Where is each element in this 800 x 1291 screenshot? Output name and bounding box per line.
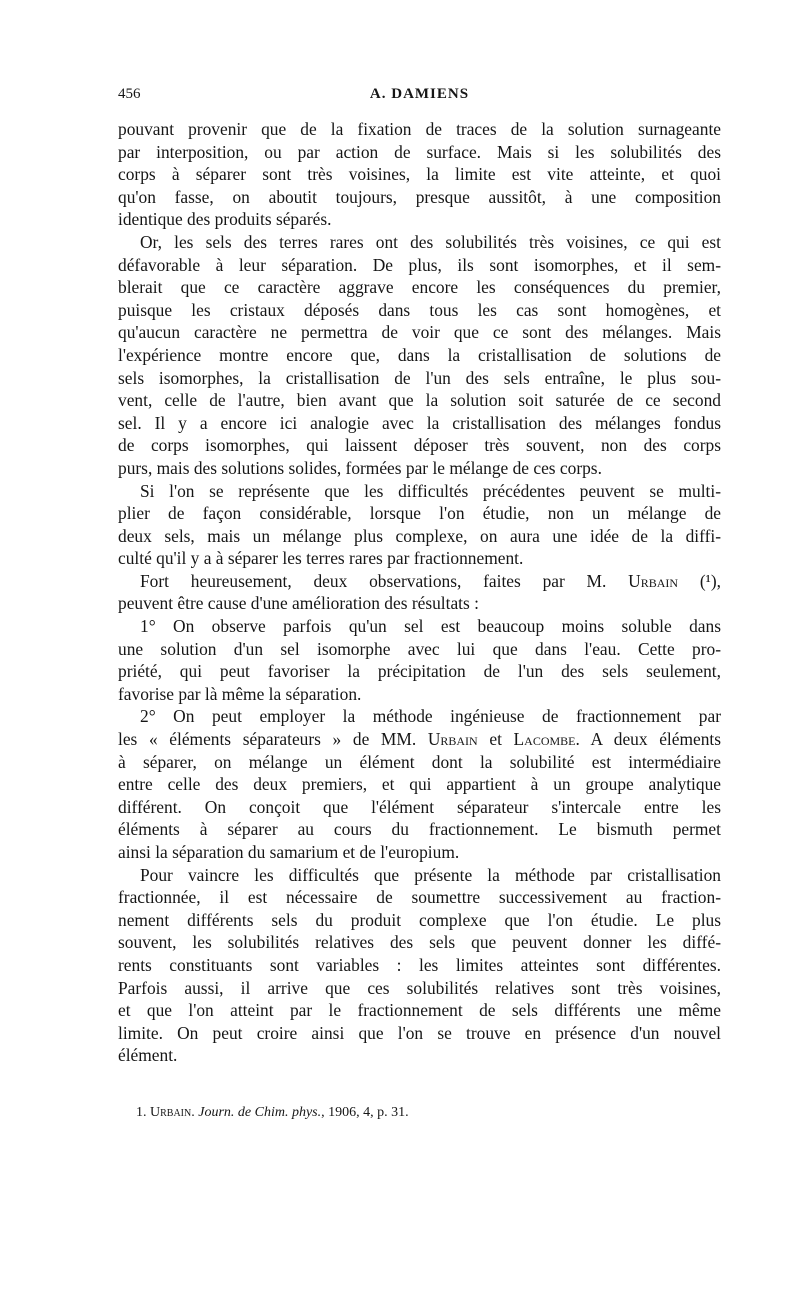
footnote-journal: Journ. de Chim. phys. (198, 1105, 322, 1120)
text-line: plier de façon considérable, lorsque l'on étudie, non un mélange de (118, 503, 721, 524)
small-caps-name: Urbain (628, 570, 679, 591)
small-caps-name: Lacombe (513, 729, 576, 750)
text-line: Or, les sels des terres rares ont des solubilités très voisines, ce qui est (140, 231, 721, 252)
footnote-number: 1. (136, 1105, 147, 1120)
running-title: A. DAMIENS (369, 86, 470, 102)
text-line: vent, celle de l'autre, bien avant que la solution soit saturée de ce second (118, 390, 721, 411)
text-line: sel. Il y a encore ici analogie avec la cristallisation des mélanges fondus (118, 412, 721, 433)
text-line: fractionnée, il est nécessaire de soumettre successivement au fraction- (118, 887, 721, 908)
body-text (118, 118, 721, 1067)
text-line: les « éléments séparateurs » de MM. Urbain et Lacombe. A deux éléments (118, 729, 721, 750)
text-line: et que l'on atteint par le fractionnement de sels différents une même (118, 1000, 721, 1021)
text-line: souvent, les solubilités relatives des sels que peuvent donner les diffé- (118, 932, 721, 953)
text-line: puisque les cristaux déposés dans tous les cas sont homogènes, et (118, 299, 721, 320)
text-line: une solution d'un sel isomorphe avec lui que dans l'eau. Cette pro- (118, 638, 721, 659)
text-line: élément. (118, 1045, 178, 1066)
text-line: de corps isomorphes, qui laissent déposer très souvent, non des corps (118, 435, 721, 456)
text-line: éléments à séparer au cours du fractionnement. Le bismuth permet (118, 819, 721, 840)
text-line: sels isomorphes, la cristallisation de l'un des sels entraîne, le plus sou- (118, 367, 721, 388)
text-line: deux sels, mais un mélange plus complexe, on aura une idée de la diffi- (118, 525, 721, 546)
text-line: priété, qui peut favoriser la précipitation de l'un des sels seulement, (118, 661, 721, 682)
text-line: Si l'on se représente que les difficultés précédentes peuvent se multi- (140, 480, 721, 501)
text-line: purs, mais des solutions solides, formées par le mélange de ces corps. (118, 457, 602, 478)
text-line: qu'on fasse, on aboutit toujours, presque aussitôt, à une composition (118, 186, 721, 207)
text-line: différent. On conçoit que l'élément séparateur s'intercale entre les (118, 796, 721, 817)
footnote (136, 1104, 409, 1122)
page-header (118, 86, 721, 108)
text-line: rents constituants sont variables : les limites atteintes sont différentes. (118, 954, 721, 975)
text-line: Fort heureusement, deux observations, faites par M. Urbain (¹), (140, 570, 721, 591)
text-line: limite. On peut croire ainsi que l'on se trouve en présence d'un nouvel (118, 1022, 721, 1043)
text-line: pouvant provenir que de la fixation de traces de la solution surnageante (118, 119, 721, 139)
text-line: entre celle des deux premiers, et qui appartient à un groupe analytique (118, 774, 721, 795)
text-line: à séparer, on mélange un élément dont la solubilité est intermédiaire (118, 751, 721, 772)
text-line: peuvent être cause d'une amélioration des résultats : (118, 593, 479, 614)
text-line: favorise par là même la séparation. (118, 683, 362, 704)
page-number: 456 (118, 86, 141, 102)
text-line: défavorable à leur séparation. De plus, ils sont isomorphes, et il sem- (118, 254, 721, 275)
text-line: identique des produits séparés. (118, 209, 332, 230)
text-line: 2° On peut employer la méthode ingénieuse de fractionnement par (140, 706, 721, 727)
text-line: l'expérience montre encore que, dans la cristallisation de solutions de (118, 344, 721, 365)
text-line: nement différents sels du produit complexe que l'on étudie. Le plus (118, 909, 721, 930)
text-line: ainsi la séparation du samarium et de l'europium. (118, 842, 460, 862)
text-line: Parfois aussi, il arrive que ces solubilités relatives sont très voisines, (118, 977, 721, 998)
text-line: Pour vaincre les difficultés que présente la méthode par cristallisation (140, 864, 721, 885)
footnote-author: Urbain. (150, 1105, 195, 1120)
text-line: 1° On observe parfois qu'un sel est beaucoup moins soluble dans (140, 616, 721, 637)
text-line: blerait que ce caractère aggrave encore les conséquences du premier, (118, 277, 721, 298)
text-line: culté qu'il y a à séparer les terres rares par fractionnement. (118, 548, 524, 569)
text-line: corps à séparer sont très voisines, la limite est vite atteinte, et quoi (118, 164, 721, 185)
text-line: par interposition, ou par action de surface. Mais si les solubilités des (118, 141, 721, 162)
text-line: qu'aucun caractère ne permettra de voir que ce sont des mélanges. Mais (118, 322, 721, 343)
small-caps-name: Urbain (427, 729, 478, 750)
footnote-details: , 1906, 4, p. 31. (321, 1105, 409, 1120)
